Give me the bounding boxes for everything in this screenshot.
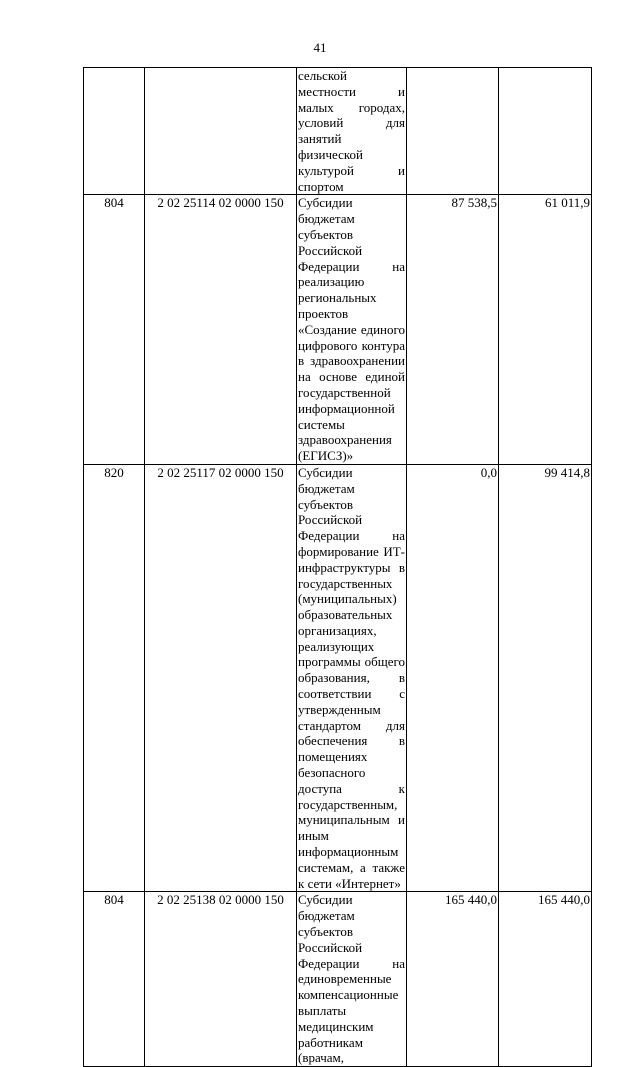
admin-code-cell [84,68,145,195]
table-row [84,195,592,465]
admin-code-cell: 804 [84,195,145,465]
budget-classification-code-cell [145,68,297,195]
amount-cell-year-2: 61 011,9 [499,195,592,465]
revenue-name-cell [297,892,407,1067]
amount-cell-year-2: 165 440,0 [499,892,592,1067]
revenue-name-cell [297,464,407,892]
page-number: 41 [313,40,327,55]
amount-cell-year-2 [499,68,592,195]
admin-code-cell: 820 [84,464,145,892]
amount-cell-year-1: 0,0 [407,464,499,892]
table-row [84,892,592,1067]
revenue-name-text: Субсидии бюджетам субъектов Российской Федерации на реализацию региональных проектов «Создание единого цифрового контура в здравоохранении на основе единой государственной информационной системы здравоохранения (ЕГИСЗ)» [298,195,405,464]
table-row [84,464,592,892]
table-row [84,68,592,195]
amount-cell-year-1: 87 538,5 [407,195,499,465]
budget-revenue-table [83,67,592,1067]
budget-classification-code-cell: 2 02 25114 02 0000 150 [145,195,297,465]
budget-classification-code-cell: 2 02 25117 02 0000 150 [145,464,297,892]
budget-classification-code-cell: 2 02 25138 02 0000 150 [145,892,297,1067]
revenue-name-cell [297,68,407,195]
amount-cell-year-2: 99 414,8 [499,464,592,892]
revenue-name-text: Субсидии бюджетам субъектов Российской Федерации на формирование ИТ-инфраструктуры в государственных (муниципальных) образовательных организациях, реализующих программы общего образования, в соответствии с утвержденным стандартом для обеспечения в помещениях безопасного доступа к государственным, муниципальным и иным информационным системам, а также к сети «Интернет» [298,464,405,891]
revenue-name-cell [297,195,407,465]
admin-code-cell: 804 [84,892,145,1067]
revenue-name-text: сельской местности и малых городах, условий для занятий физической культурой и спортом [298,68,405,194]
amount-cell-year-1: 165 440,0 [407,892,499,1067]
revenue-name-text: Субсидии бюджетам субъектов Российской Федерации на единовременные компенсационные выплаты медицинским работникам (врачам, [298,892,405,1066]
amount-cell-year-1 [407,68,499,195]
